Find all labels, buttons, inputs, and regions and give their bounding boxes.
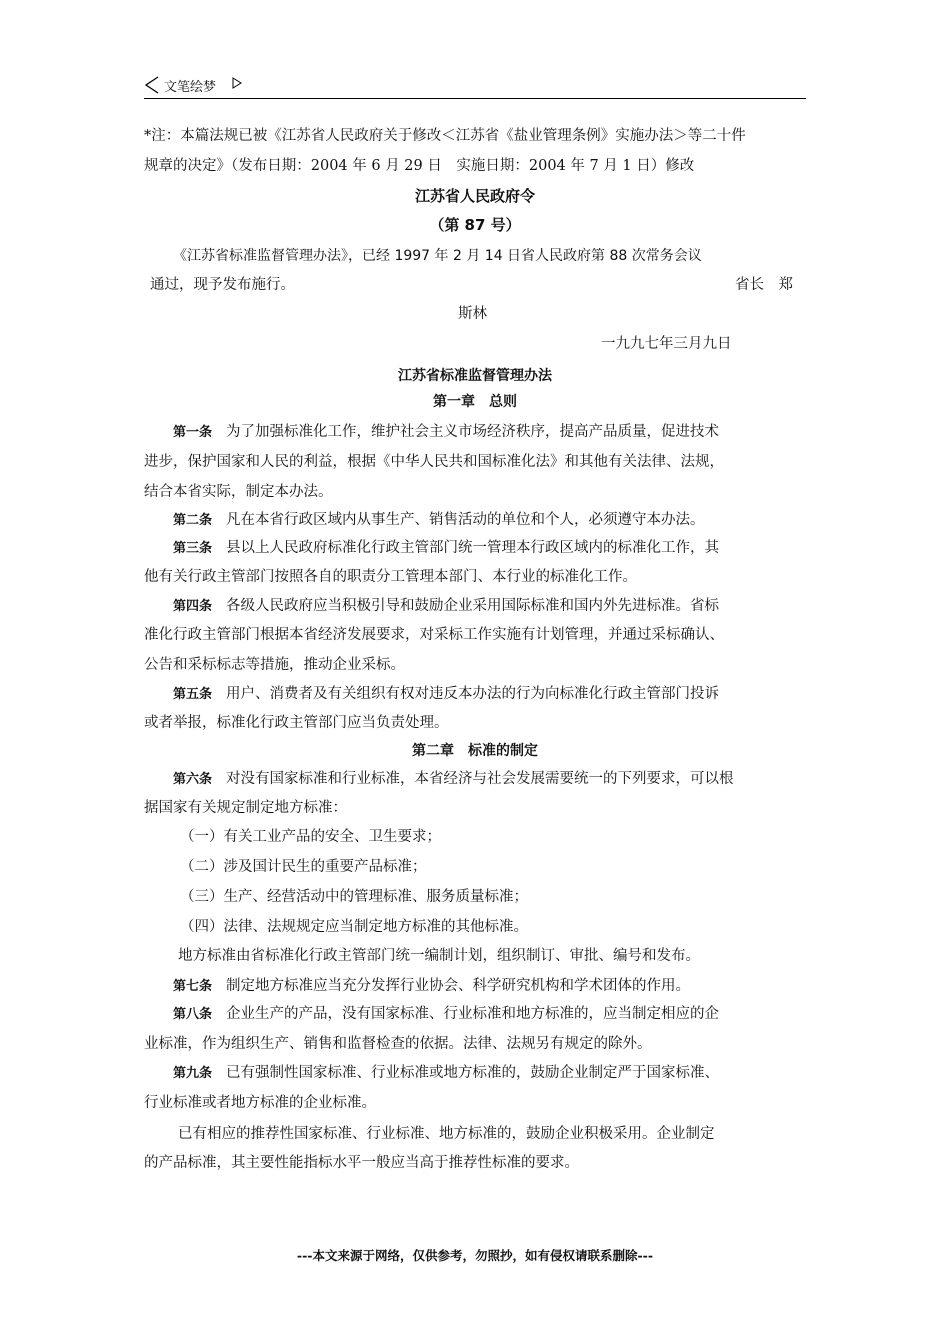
order-body-line-1: 《江苏省标准监督管理办法》，已经 1997 年 2 月 14 日省人民政府第 88 次常务会议 [173, 248, 702, 264]
triangle-left-icon [144, 76, 160, 94]
article-3-line-2: 他有关行政主管部门按照各自的职责分工管理本部门、本行业的标准化工作。 [144, 569, 637, 585]
article-2-text-1: 凡在本省行政区域内从事生产、销售活动的单位和个人，必须遵守本办法。 [226, 512, 705, 528]
signer-name: 斯林 [458, 306, 487, 322]
order-date: 一九九七年三月九日 [601, 336, 732, 352]
article-4-line-2: 准化行政主管部门根据本省经济发展要求，对采标工作实施有计划管理，并通过采标确认、 [144, 627, 724, 643]
article-9-paragraph-2-line-2: 的产品标准，其主要性能指标水平一般应当高于推荐性标准的要求。 [144, 1155, 579, 1171]
order-number: （第 87 号） [429, 216, 521, 234]
article-8-line-1 [144, 1004, 835, 1025]
article-1-line-3: 结合本省实际，制定本办法。 [144, 484, 333, 500]
note-line-1: *注：本篇法规已被《江苏省人民政府关于修改＜江苏省《盐业管理条例》实施办法＞等二十件 [144, 128, 746, 144]
article-2-line-1 [144, 510, 835, 531]
article-1-line-1 [144, 422, 835, 443]
article-1-text-1: 为了加强标准化工作，维护社会主义市场经济秩序，提高产品质量，促进技术 [226, 424, 720, 440]
article-5-line-1 [144, 684, 835, 705]
article-6-paragraph-2: 地方标准由省标准化行政主管部门统一编制计划，组织制订、审批、编号和发布。 [178, 948, 700, 964]
article-5-label: 第五条 [173, 687, 213, 702]
article-8-line-2: 业标准，作为组织生产、销售和监督检查的依据。法律、法规另有规定的除外。 [144, 1036, 652, 1052]
order-title: 江苏省人民政府令 [414, 187, 535, 205]
article-1-label: 第一条 [173, 425, 213, 440]
article-5-line-2: 或者举报，标准化行政主管部门应当负责处理。 [144, 715, 449, 731]
article-6-item-3: （三）生产、经营活动中的管理标准、服务质量标准； [180, 889, 528, 905]
article-8-text-1: 企业生产的产品，没有国家标准、行业标准和地方标准的，应当制定相应的企 [226, 1006, 720, 1022]
article-6-item-1: （一）有关工业产品的安全、卫生要求； [180, 829, 441, 845]
chapter-2-heading: 第二章 标准的制定 [412, 743, 538, 759]
article-6-line-1 [144, 769, 835, 790]
footer-disclaimer: ---本文来源于网络，仅供参考，勿照抄，如有侵权请联系删除--- [296, 1248, 654, 1263]
article-6-line-2: 据国家有关规定制定地方标准： [144, 800, 347, 816]
article-6-text-1: 对没有国家标准和行业标准，本省经济与社会发展需要统一的下列要求，可以根 [226, 771, 734, 787]
article-4-label: 第四条 [173, 599, 213, 614]
article-6-item-4: （四）法律、法规规定应当制定地方标准的其他标准。 [180, 919, 528, 935]
article-9-text-1: 已有强制性国家标准、行业标准或地方标准的，鼓励企业制定严于国家标准、 [226, 1065, 720, 1081]
article-9-paragraph-2-line-1: 已有相应的推荐性国家标准、行业标准、地方标准的，鼓励企业积极采用。企业制定 [178, 1126, 715, 1142]
document-title: 江苏省标准监督管理办法 [398, 368, 552, 384]
article-7-text-1: 制定地方标准应当充分发挥行业协会、科学研究机构和学术团体的作用。 [226, 978, 691, 994]
article-7-line-1 [144, 976, 835, 997]
article-9-line-2: 行业标准或者地方标准的企业标准。 [144, 1095, 376, 1111]
article-2-label: 第二条 [173, 513, 213, 528]
order-body-line-2: 通过，现予发布施行。 [150, 277, 295, 293]
article-3-line-1 [144, 538, 835, 559]
article-9-line-1 [144, 1063, 835, 1084]
article-6-label: 第六条 [173, 772, 213, 787]
article-3-label: 第三条 [173, 541, 213, 556]
signer-title: 省长 郑 [735, 277, 793, 293]
note-line-2: 规章的决定》（发布日期：2004 年 6 月 29 日 实施日期：2004 年 7 月 1 日）修改 [144, 158, 695, 174]
article-5-text-1: 用户、消费者及有关组织有权对违反本办法的行为向标准化行政主管部门投诉 [226, 686, 720, 702]
article-4-line-1 [144, 596, 835, 617]
article-9-label: 第九条 [173, 1066, 213, 1081]
triangle-right-icon [232, 77, 242, 89]
chapter-1-heading: 第一章 总则 [433, 394, 517, 410]
page-header [144, 74, 806, 99]
article-4-text-1: 各级人民政府应当积极引导和鼓励企业采用国际标准和国内外先进标准。省标 [226, 598, 720, 614]
article-1-line-2: 进步，保护国家和人民的利益，根据《中华人民共和国标准化法》和其他有关法律、法规， [144, 454, 724, 470]
article-6-item-2: （二）涉及国计民生的重要产品标准； [180, 859, 427, 875]
article-7-label: 第七条 [173, 979, 213, 994]
brand-text: 文笔绘梦 [164, 80, 217, 95]
article-3-text-1: 县以上人民政府标准化行政主管部门统一管理本行政区域内的标准化工作，其 [226, 540, 720, 556]
article-4-line-3: 公告和采标标志等措施，推动企业采标。 [144, 657, 405, 673]
article-8-label: 第八条 [173, 1007, 213, 1022]
